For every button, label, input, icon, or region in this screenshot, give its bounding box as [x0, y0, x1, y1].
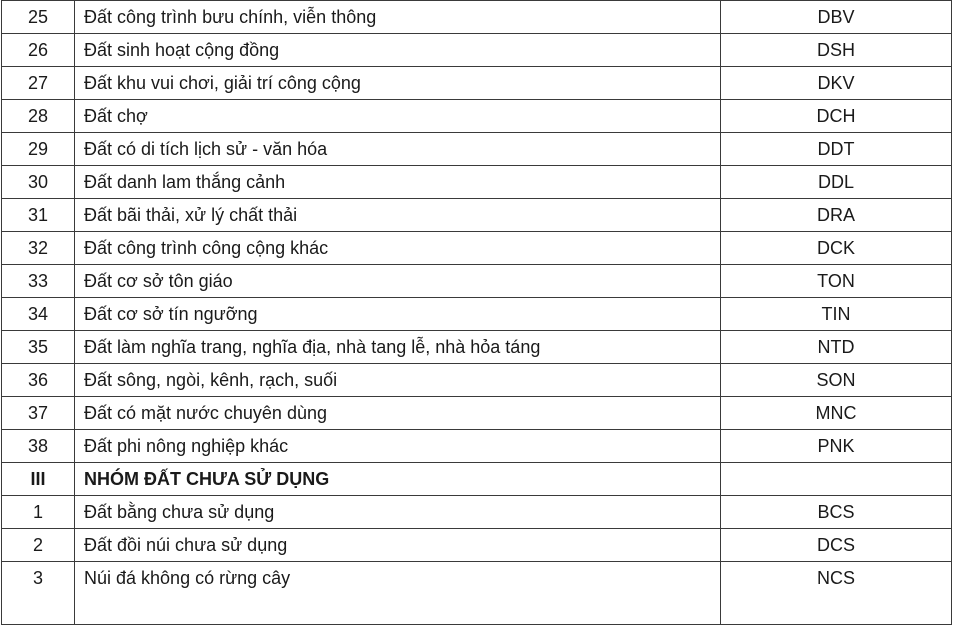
group-number: III [2, 463, 75, 496]
land-type-name: Đất bằng chưa sử dụng [75, 496, 721, 529]
land-type-name: Đất cơ sở tôn giáo [75, 265, 721, 298]
row-number: 26 [2, 34, 75, 67]
land-type-code: DBV [721, 1, 952, 34]
land-type-code: TIN [721, 298, 952, 331]
land-type-code: DCK [721, 232, 952, 265]
row-number: 32 [2, 232, 75, 265]
land-type-code: BCS [721, 496, 952, 529]
land-type-name: Đất danh lam thắng cảnh [75, 166, 721, 199]
row-number: 37 [2, 397, 75, 430]
row-number: 27 [2, 67, 75, 100]
row-number: 30 [2, 166, 75, 199]
table-row [2, 364, 952, 397]
table-row [2, 331, 952, 364]
land-type-name: Đất sông, ngòi, kênh, rạch, suối [75, 364, 721, 397]
land-type-code: DCS [721, 529, 952, 562]
land-type-name: Đất làm nghĩa trang, nghĩa địa, nhà tang lễ, nhà hỏa táng [75, 331, 721, 364]
table-row [2, 133, 952, 166]
land-type-name: Đất công trình công cộng khác [75, 232, 721, 265]
table-row [2, 265, 952, 298]
table-row [2, 166, 952, 199]
land-type-name: Đất công trình bưu chính, viễn thông [75, 1, 721, 34]
row-number: 28 [2, 100, 75, 133]
row-number: 1 [2, 496, 75, 529]
table-row [2, 232, 952, 265]
land-type-name: Đất sinh hoạt cộng đồng [75, 34, 721, 67]
table-row [2, 298, 952, 331]
group-code [721, 463, 952, 496]
table-row [2, 100, 952, 133]
table-row [2, 1, 952, 34]
row-number: 34 [2, 298, 75, 331]
land-type-code: DDT [721, 133, 952, 166]
land-type-code: NTD [721, 331, 952, 364]
group-title: NHÓM ĐẤT CHƯA SỬ DỤNG [75, 463, 721, 496]
row-number: 31 [2, 199, 75, 232]
land-type-name: Núi đá không có rừng cây [75, 562, 721, 625]
table-row [2, 34, 952, 67]
table-row [2, 67, 952, 100]
land-type-code: DKV [721, 67, 952, 100]
row-number: 35 [2, 331, 75, 364]
land-type-name: Đất phi nông nghiệp khác [75, 430, 721, 463]
table-row [2, 199, 952, 232]
land-type-code: MNC [721, 397, 952, 430]
land-type-code: SON [721, 364, 952, 397]
land-type-code: DCH [721, 100, 952, 133]
land-type-code: DDL [721, 166, 952, 199]
group-header-row [2, 463, 952, 496]
land-type-code: DSH [721, 34, 952, 67]
land-type-name: Đất khu vui chơi, giải trí công cộng [75, 67, 721, 100]
row-number: 25 [2, 1, 75, 34]
land-use-code-table [1, 0, 952, 625]
land-type-name: Đất có di tích lịch sử - văn hóa [75, 133, 721, 166]
land-type-code: NCS [721, 562, 952, 625]
row-number: 36 [2, 364, 75, 397]
row-number: 3 [2, 562, 75, 625]
row-number: 33 [2, 265, 75, 298]
land-type-name: Đất đồi núi chưa sử dụng [75, 529, 721, 562]
land-type-name: Đất chợ [75, 100, 721, 133]
table-row [2, 562, 952, 625]
row-number: 2 [2, 529, 75, 562]
table-row [2, 496, 952, 529]
land-type-name: Đất cơ sở tín ngưỡng [75, 298, 721, 331]
row-number: 38 [2, 430, 75, 463]
row-number: 29 [2, 133, 75, 166]
land-type-name: Đất bãi thải, xử lý chất thải [75, 199, 721, 232]
land-type-code: DRA [721, 199, 952, 232]
land-type-name: Đất có mặt nước chuyên dùng [75, 397, 721, 430]
table-row [2, 430, 952, 463]
land-type-code: TON [721, 265, 952, 298]
table-row [2, 397, 952, 430]
table-row [2, 529, 952, 562]
land-type-code: PNK [721, 430, 952, 463]
